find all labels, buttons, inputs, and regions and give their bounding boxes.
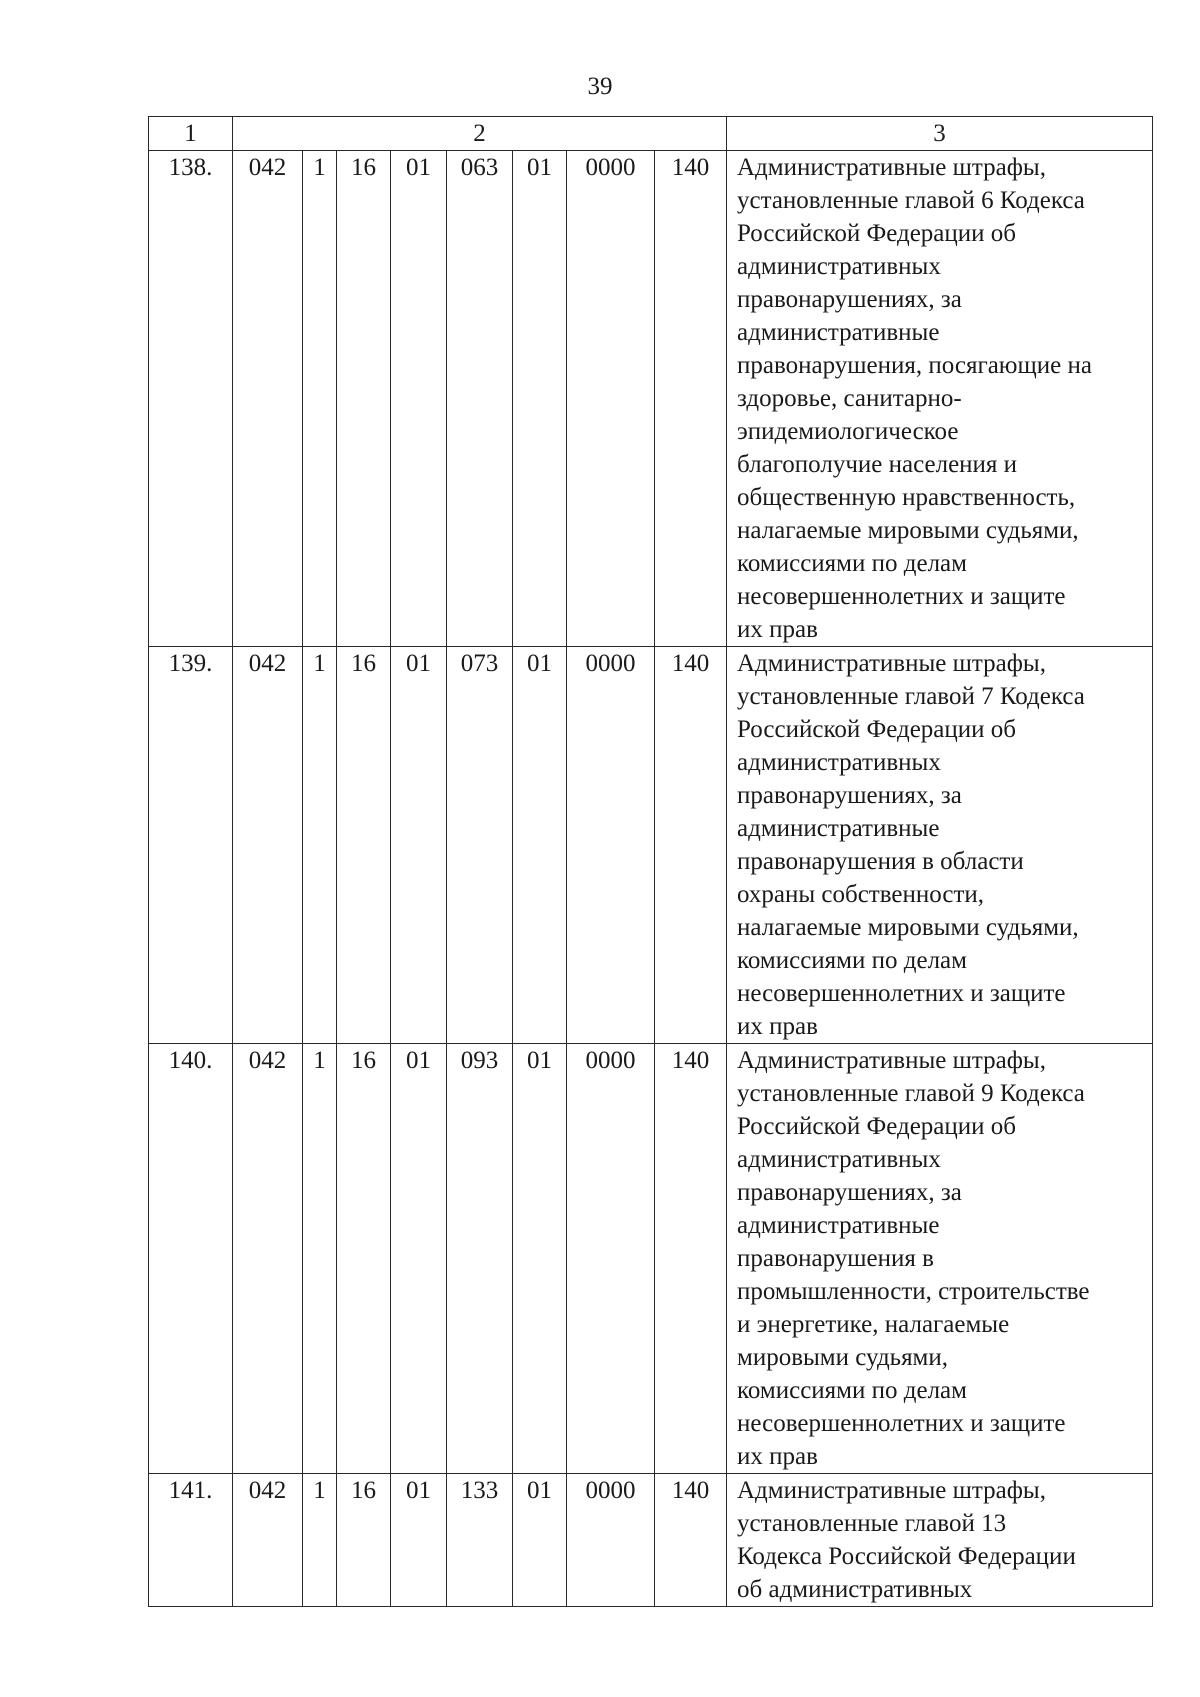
description-line: комиссиями по делам (737, 550, 967, 577)
description-line: несовершеннолетних и защите (737, 1410, 1066, 1437)
code-group: 1 (303, 1474, 337, 1607)
code-group: 1 (303, 151, 337, 647)
description-line: налагаемые мировыми судьями, (737, 914, 1079, 941)
row-number: 139. (149, 647, 233, 1044)
description-line: благополучие населения и (737, 451, 1018, 478)
description-line: правонарушения, посягающие на (737, 352, 1092, 379)
code-article: 01 (391, 1474, 447, 1607)
row-description (727, 151, 1153, 647)
description-line: здоровье, санитарно- (737, 385, 962, 412)
code-subgroup: 16 (337, 1044, 391, 1474)
description-line: Административные штрафы, (737, 1047, 1046, 1074)
description-line: и энергетике, налагаемые (737, 1311, 1010, 1338)
table-row (149, 1474, 1153, 1607)
code-element: 01 (513, 647, 567, 1044)
description-line: несовершеннолетних и защите (737, 583, 1066, 610)
code-subarticle: 073 (447, 647, 513, 1044)
code-article: 01 (391, 1044, 447, 1474)
description-line: налагаемые мировыми судьями, (737, 517, 1079, 544)
code-group: 1 (303, 1044, 337, 1474)
code-admin: 042 (233, 1474, 303, 1607)
description-line: правонарушения в (737, 1245, 934, 1272)
description-line: Российской Федерации об (737, 716, 1016, 743)
description-line: установленные главой 9 Кодекса (737, 1080, 1085, 1107)
description-line: установленные главой 7 Кодекса (737, 683, 1085, 710)
header-col-2: 2 (233, 117, 727, 151)
description-line: комиссиями по делам (737, 1377, 967, 1404)
description-line: административные (737, 1212, 940, 1239)
description-line: установленные главой 13 (737, 1510, 1007, 1537)
description-line: общественную нравственность, (737, 484, 1076, 511)
code-subgroup: 16 (337, 151, 391, 647)
row-description (727, 1474, 1153, 1607)
description-line: их прав (737, 616, 818, 643)
code-subgroup: 16 (337, 1474, 391, 1607)
code-classification: 140 (655, 1474, 727, 1607)
table-row (149, 151, 1153, 647)
code-group: 1 (303, 647, 337, 1044)
code-admin: 042 (233, 647, 303, 1044)
page-number: 39 (587, 73, 613, 100)
row-description (727, 1044, 1153, 1474)
description-line: административные (737, 319, 940, 346)
description-line: Административные штрафы, (737, 650, 1046, 677)
code-subarticle: 133 (447, 1474, 513, 1607)
row-number: 138. (149, 151, 233, 647)
description-line: их прав (737, 1013, 818, 1040)
table-header-row (149, 117, 1153, 151)
description-line: правонарушениях, за (737, 782, 962, 809)
description-line: промышленности, строительстве (737, 1278, 1090, 1305)
description-line: Административные штрафы, (737, 154, 1046, 181)
description-line: правонарушениях, за (737, 286, 962, 313)
description-line: административных (737, 749, 941, 776)
budget-codes-table (148, 116, 1153, 1607)
code-article: 01 (391, 151, 447, 647)
description-line: административных (737, 253, 941, 280)
code-admin: 042 (233, 1044, 303, 1474)
description-line: их прав (737, 1443, 818, 1470)
description-line: установленные главой 6 Кодекса (737, 187, 1085, 214)
code-admin: 042 (233, 151, 303, 647)
description-line: несовершеннолетних и защите (737, 980, 1066, 1007)
description-line: об административных (737, 1576, 973, 1603)
code-subarticle: 093 (447, 1044, 513, 1474)
table-row (149, 647, 1153, 1044)
code-program: 0000 (567, 1474, 655, 1607)
description-line: Российской Федерации об (737, 220, 1016, 247)
code-element: 01 (513, 1044, 567, 1474)
description-line: правонарушениях, за (737, 1179, 962, 1206)
code-element: 01 (513, 151, 567, 647)
code-classification: 140 (655, 151, 727, 647)
row-number: 141. (149, 1474, 233, 1607)
description-line: административных (737, 1146, 941, 1173)
description-line: правонарушения в области (737, 848, 1024, 875)
header-col-3: 3 (727, 117, 1153, 151)
description-line: охраны собственности, (737, 881, 985, 908)
code-article: 01 (391, 647, 447, 1044)
description-line: эпидемиологическое (737, 418, 959, 445)
header-col-1: 1 (149, 117, 233, 151)
code-element: 01 (513, 1474, 567, 1607)
description-line: Российской Федерации об (737, 1113, 1016, 1140)
row-description (727, 647, 1153, 1044)
description-line: мировыми судьями, (737, 1344, 949, 1371)
code-program: 0000 (567, 647, 655, 1044)
code-program: 0000 (567, 1044, 655, 1474)
row-number: 140. (149, 1044, 233, 1474)
table-row (149, 1044, 1153, 1474)
code-program: 0000 (567, 151, 655, 647)
code-subgroup: 16 (337, 647, 391, 1044)
code-classification: 140 (655, 1044, 727, 1474)
code-subarticle: 063 (447, 151, 513, 647)
code-classification: 140 (655, 647, 727, 1044)
description-line: Кодекса Российской Федерации (737, 1543, 1076, 1570)
description-line: Административные штрафы, (737, 1477, 1046, 1504)
description-line: комиссиями по делам (737, 947, 967, 974)
description-line: административные (737, 815, 940, 842)
